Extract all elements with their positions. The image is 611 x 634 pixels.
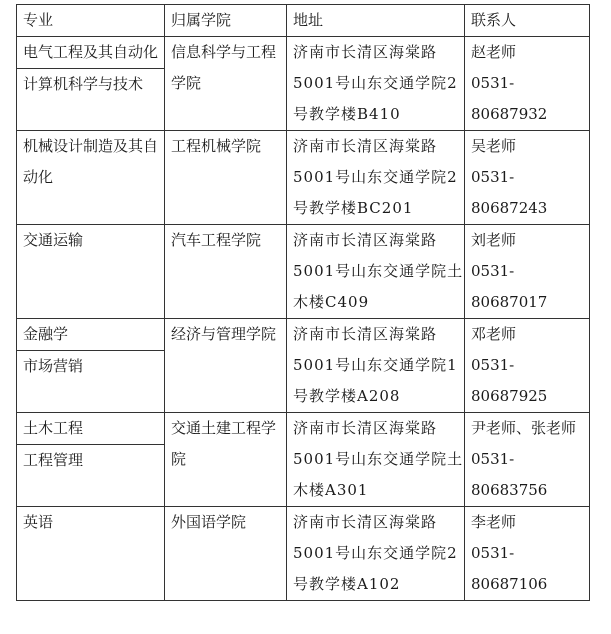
major-name: 计算机科学与技术 [17, 68, 164, 100]
major-name: 电气工程及其自动化 [23, 43, 159, 61]
address-cell: 济南市长清区海棠路5001号山东交通学院土木楼C409 [287, 225, 465, 319]
college-cell: 信息科学与工程学院 [165, 37, 287, 131]
address-cell: 济南市长清区海棠路5001号山东交通学院2号教学楼BC201 [287, 131, 465, 225]
header-major: 专业 [17, 5, 165, 37]
major-cell [17, 413, 165, 507]
major-cell [17, 507, 165, 601]
contact-phone: 0531-80687925 [471, 356, 548, 405]
contact-phone: 0531-80687243 [471, 168, 548, 217]
contact-cell [465, 413, 590, 507]
header-college: 归属学院 [165, 5, 287, 37]
major-name: 机械设计制造及其自动化 [23, 137, 159, 186]
contact-name: 邓老师 [471, 325, 517, 343]
major-name: 工程管理 [17, 444, 164, 476]
header-contact: 联系人 [465, 5, 590, 37]
major-name: 交通运输 [23, 231, 84, 249]
table-row [17, 413, 590, 507]
contact-cell [465, 507, 590, 601]
contact-phone: 0531-80687106 [471, 544, 548, 593]
contact-cell [465, 37, 590, 131]
table-row [17, 319, 590, 413]
header-address: 地址 [287, 5, 465, 37]
table-row [17, 507, 590, 601]
major-cell [17, 131, 165, 225]
address-cell: 济南市长清区海棠路5001号山东交通学院2号教学楼B410 [287, 37, 465, 131]
major-cell [17, 37, 165, 131]
address-cell: 济南市长清区海棠路5001号山东交通学院1号教学楼A208 [287, 319, 465, 413]
contact-phone: 0531-80687017 [471, 262, 548, 311]
major-name: 土木工程 [23, 419, 84, 437]
major-cell [17, 225, 165, 319]
contact-table [16, 4, 590, 601]
college-cell: 汽车工程学院 [165, 225, 287, 319]
contact-cell [465, 225, 590, 319]
contact-name: 赵老师 [471, 43, 517, 61]
contact-phone: 0531-80687932 [471, 74, 548, 123]
table-row [17, 225, 590, 319]
contact-cell [465, 131, 590, 225]
college-cell: 经济与管理学院 [165, 319, 287, 413]
contact-phone: 0531-80683756 [471, 450, 548, 499]
college-cell: 外国语学院 [165, 507, 287, 601]
college-cell: 交通土建工程学院 [165, 413, 287, 507]
major-cell [17, 319, 165, 413]
major-name: 金融学 [23, 325, 69, 343]
contact-cell [465, 319, 590, 413]
major-name: 英语 [23, 513, 54, 531]
address-cell: 济南市长清区海棠路5001号山东交通学院2号教学楼A102 [287, 507, 465, 601]
college-cell: 工程机械学院 [165, 131, 287, 225]
table-row [17, 131, 590, 225]
address-cell: 济南市长清区海棠路5001号山东交通学院土木楼A301 [287, 413, 465, 507]
table-row [17, 37, 590, 131]
major-name: 市场营销 [17, 350, 164, 382]
contact-name: 李老师 [471, 513, 517, 531]
contact-name: 尹老师、张老师 [471, 419, 577, 437]
contact-name: 吴老师 [471, 137, 517, 155]
header-row [17, 5, 590, 37]
contact-name: 刘老师 [471, 231, 517, 249]
